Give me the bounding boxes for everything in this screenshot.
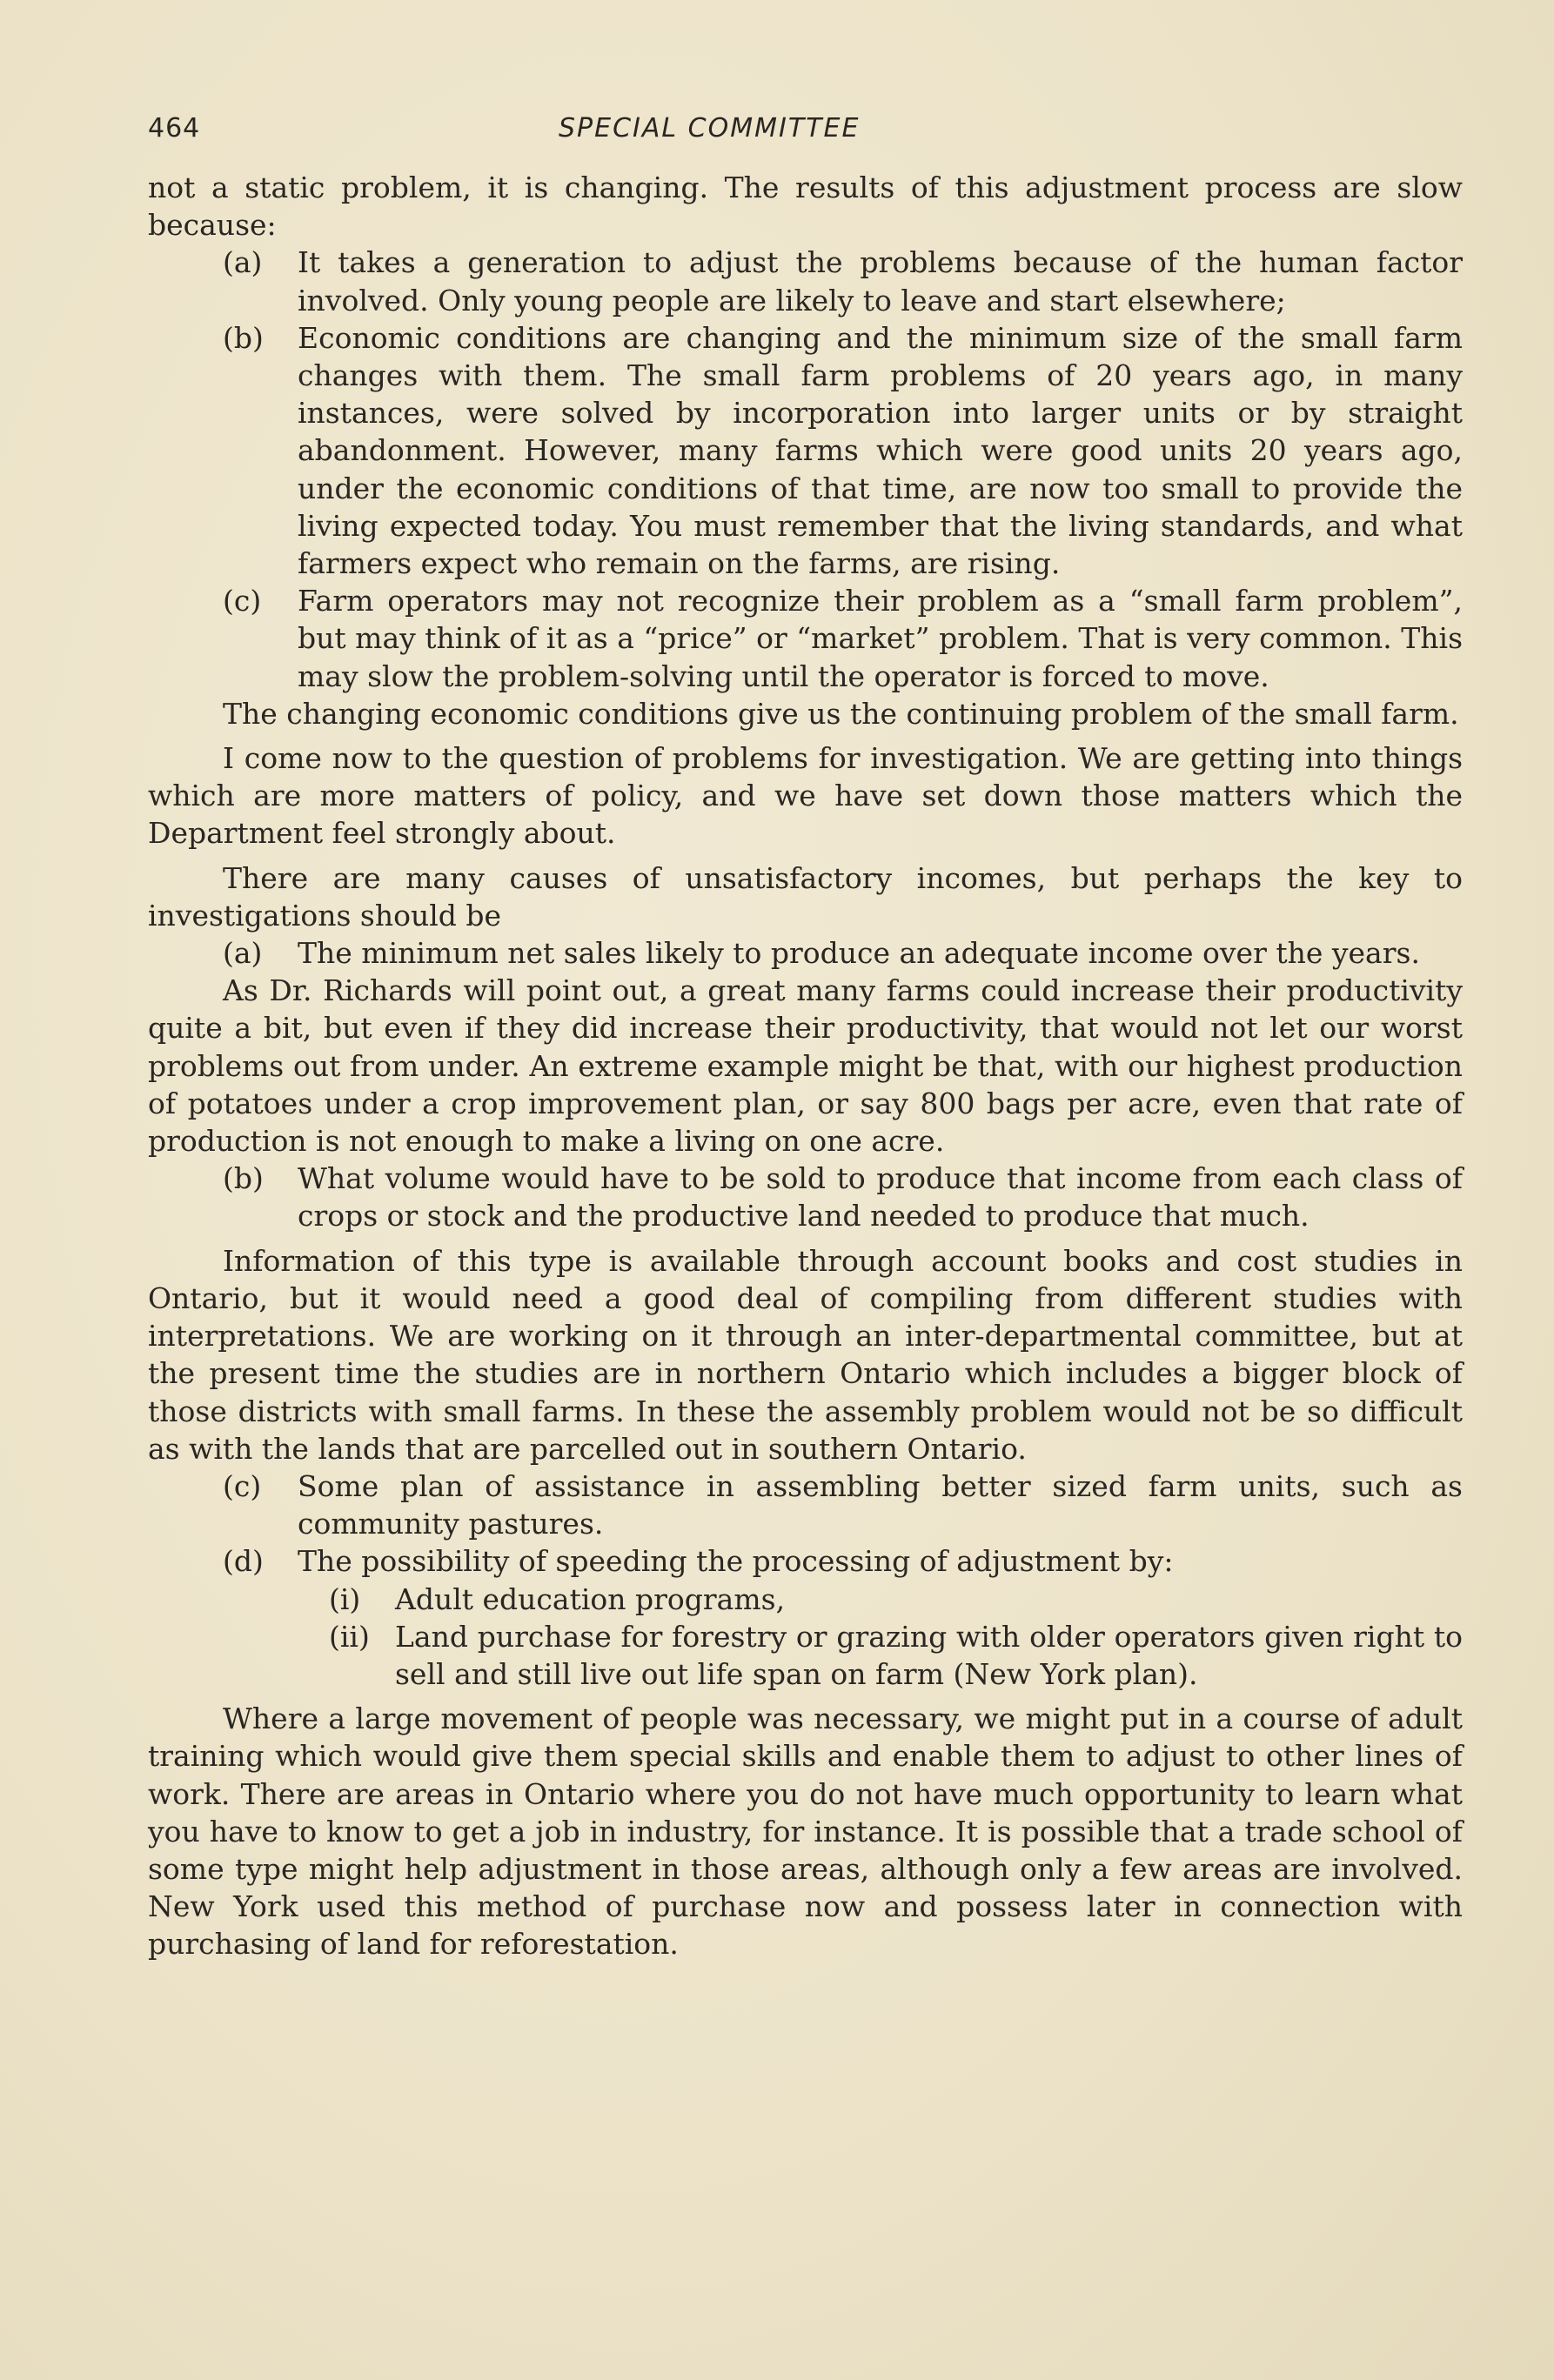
list-item-c2 [148, 1467, 1463, 1542]
list-text: The possibility of speeding the processing of adjustment by: [298, 1544, 1174, 1579]
list-text: Land purchase for forestry or grazing with older operators given right to sell and still live out life span on farm (New York plan). [395, 1619, 1463, 1691]
sub-item-i [148, 1581, 1463, 1618]
paragraph-2: The changing economic conditions give us the continuing problem of the small farm. [223, 696, 1459, 731]
paragraph-7: Where a large movement of people was necessary, we might put in a course of adult training which would give them special skills and enable them to adjust to other lines of work. There are areas in Ontario where you do not have much opportunity to learn what you have to know to get a job in industry, for instance. It is possible that a trade school of some type might help adjustment in those areas, although only a few areas are involved. New York used this method of purchase now and possess later in connection with purchasing of land for reforestation. [148, 1701, 1463, 1962]
paragraph-4: There are many causes of unsatisfactory incomes, but perhaps the key to investigations should be [148, 860, 1463, 933]
running-title: SPECIAL COMMITTEE [559, 113, 861, 144]
list-text: Farm operators may not recognize their problem as a “small farm problem”, but may think of it as a “price” or “market” problem. That is very common. This may slow the problem-solving until the operator is forced to move. [298, 584, 1463, 693]
list-item-b1 [148, 319, 1463, 582]
list-marker: (c) [223, 1468, 262, 1503]
list-item-d2 [148, 1542, 1463, 1580]
list-marker: (c) [223, 584, 262, 618]
page-body [148, 169, 1463, 1963]
list-item-c1 [148, 582, 1463, 695]
list-text: What volume would have to be sold to produce that income from each class of crops or stock and the productive land needed to produce that much. [298, 1161, 1463, 1233]
paragraph-6: Information of this type is available through account books and cost studies in Ontario, but it would need a good deal of compiling from different studies with interpretations. We are working on it through an inter-departmental committee, but at the present time the studies are in northern Ontario which includes a bigger block of those districts with small farms. In these the assembly problem would not be so difficult as with the lands that are parcelled out in southern Ontario. [148, 1243, 1463, 1466]
list-marker: (d) [223, 1544, 264, 1579]
list-text: The minimum net sales likely to produce an adequate income over the years. [298, 936, 1420, 971]
list-text: Adult education programs, [395, 1581, 786, 1616]
list-marker: (a) [223, 245, 263, 280]
list-item-a1 [148, 244, 1463, 318]
list-marker: (b) [223, 320, 264, 355]
list-text: Some plan of assistance in assembling better sized farm units, such as community pastures. [298, 1468, 1463, 1541]
page-number: 464 [148, 113, 201, 144]
paragraph-3: I come now to the question of problems for investigation. We are getting into things which are more matters of policy, and we have set down those matters which the Department feel strongly about. [148, 741, 1463, 851]
page-header [148, 113, 1463, 157]
list-marker: (b) [223, 1161, 264, 1196]
list-marker: (ii) [329, 1619, 370, 1654]
paragraph-5: As Dr. Richards will point out, a great many farms could increase their productivity quite a bit, but even if they did increase their productivity, that would not let our worst problems out from under. An extreme example might be that, with our highest production of potatoes under a crop improvement plan, or say 800 bags per acre, even that rate of production is not enough to make a living on one acre. [148, 973, 1463, 1159]
list-text: It takes a generation to adjust the problems because of the human factor involved. Only young people are likely to leave and start elsewhere; [298, 245, 1463, 318]
paragraph-1: not a static problem, it is changing. The results of this adjustment process are slow because: [148, 170, 1463, 243]
list-marker: (a) [223, 936, 263, 971]
list-item-a2 [148, 934, 1463, 972]
list-text: Economic conditions are changing and the minimum size of the small farm changes with them. The small farm problems of 20 years ago, in many instances, were solved by incorporation into larger units or by straight abandonment. However, many farms which were good units 20 years ago, under the economic conditions of that time, are now too small to provide the living expected today. You must remember that the living standards, and what farmers expect who remain on the farms, are rising. [298, 320, 1463, 581]
sub-item-ii [148, 1618, 1463, 1693]
list-marker: (i) [329, 1581, 361, 1616]
list-item-b2 [148, 1160, 1463, 1234]
